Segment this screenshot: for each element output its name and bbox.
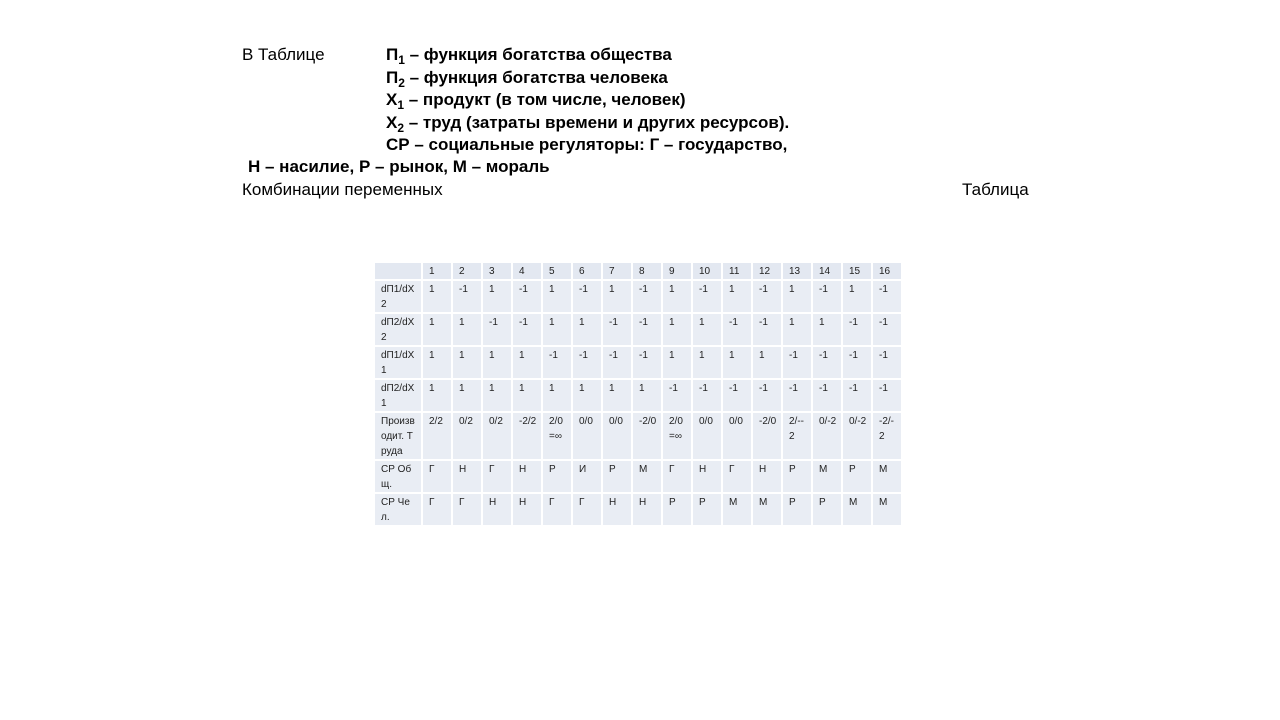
table-cell: -1: [512, 313, 542, 346]
table-cell: -1: [482, 313, 512, 346]
table-cell: М: [812, 460, 842, 493]
table-cell: 1: [482, 280, 512, 313]
table-cell: -1: [692, 280, 722, 313]
table-row: [374, 412, 902, 460]
table-cell: 1: [692, 346, 722, 379]
table-cell: -1: [872, 313, 902, 346]
table-cell: Г: [482, 460, 512, 493]
table-cell: М: [842, 493, 872, 526]
table-cell: -1: [752, 379, 782, 412]
table-cell: Н: [452, 460, 482, 493]
table-cell: 0/0: [722, 412, 752, 460]
table-row: [374, 493, 902, 526]
p1-description: – функция богатства общества: [404, 45, 672, 64]
table-cell: 1: [722, 346, 752, 379]
table-cell: -1: [572, 346, 602, 379]
table-cell: 1: [422, 280, 452, 313]
table-cell: -1: [872, 346, 902, 379]
column-header: 13: [782, 262, 812, 280]
table-cell: 1: [842, 280, 872, 313]
table-cell: 0/0: [572, 412, 602, 460]
table-row: [374, 379, 902, 412]
table-cell: Н: [692, 460, 722, 493]
table-cell: Р: [602, 460, 632, 493]
table-cell: -1: [542, 346, 572, 379]
legend-x2: [386, 113, 789, 133]
table-cell: -2/-2: [872, 412, 902, 460]
table-row: [374, 346, 902, 379]
column-header: 11: [722, 262, 752, 280]
p2-symbol: П: [386, 68, 399, 87]
table-cell: 1: [542, 280, 572, 313]
table-cell: М: [632, 460, 662, 493]
table-cell: 1: [812, 313, 842, 346]
column-header: 9: [662, 262, 692, 280]
table-cell: 1: [422, 379, 452, 412]
header-corner: [374, 262, 422, 280]
table-cell: Н: [632, 493, 662, 526]
legend-x1: [386, 90, 686, 110]
legend-nrm: [248, 157, 550, 177]
table-cell: 2/2: [422, 412, 452, 460]
column-header: 14: [812, 262, 842, 280]
row-label: dП1/dХ1: [374, 346, 422, 379]
table-cell: 2/0=∞: [542, 412, 572, 460]
table-cell: 1: [782, 313, 812, 346]
table-cell: 1: [452, 346, 482, 379]
row-label: СР Общ.: [374, 460, 422, 493]
table-cell: -1: [752, 313, 782, 346]
table-cell: -2/2: [512, 412, 542, 460]
table-cell: Н: [602, 493, 632, 526]
legend-p1: [386, 45, 672, 65]
legend-p2: [386, 68, 668, 88]
table-cell: -1: [782, 379, 812, 412]
column-header: 5: [542, 262, 572, 280]
p2-description: – функция богатства человека: [404, 68, 668, 87]
table-cell: -1: [632, 280, 662, 313]
table-cell: Р: [812, 493, 842, 526]
table-cell: -1: [842, 313, 872, 346]
table-cell: 1: [602, 379, 632, 412]
table-cell: Н: [512, 493, 542, 526]
table-cell: -1: [602, 313, 632, 346]
table-cell: 0/-2: [842, 412, 872, 460]
column-header: 15: [842, 262, 872, 280]
table-cell: 1: [602, 280, 632, 313]
column-header: 6: [572, 262, 602, 280]
table-cell: 0/0: [692, 412, 722, 460]
column-header: 8: [632, 262, 662, 280]
table-cell: Г: [572, 493, 602, 526]
table-cell: 1: [542, 313, 572, 346]
x1-subscript: 1: [397, 98, 405, 112]
table-cell: 1: [662, 313, 692, 346]
column-header: 12: [752, 262, 782, 280]
table-cell: 1: [482, 346, 512, 379]
table-cell: -1: [692, 379, 722, 412]
table-cell: -1: [812, 346, 842, 379]
table-cell: 0/0: [602, 412, 632, 460]
table-cell: -1: [452, 280, 482, 313]
table-cell: 0/2: [452, 412, 482, 460]
table-cell: -1: [782, 346, 812, 379]
legend-intro: [242, 45, 325, 65]
table-cell: -1: [662, 379, 692, 412]
table-cell: 1: [692, 313, 722, 346]
table-cell: Г: [662, 460, 692, 493]
table-label-text: Таблица: [962, 180, 1029, 199]
table-cell: 1: [422, 346, 452, 379]
row-label: Производит. Труда: [374, 412, 422, 460]
table-cell: Р: [842, 460, 872, 493]
table-cell: -1: [722, 313, 752, 346]
table-cell: 1: [512, 346, 542, 379]
table-cell: -1: [872, 379, 902, 412]
column-header: 7: [602, 262, 632, 280]
p1-subscript: 1: [398, 53, 405, 67]
legend-sr: [386, 135, 787, 155]
table-cell: Р: [782, 493, 812, 526]
table-cell: -1: [752, 280, 782, 313]
table-cell: 1: [572, 379, 602, 412]
table-cell: 2/0=∞: [662, 412, 692, 460]
table-cell: 1: [632, 379, 662, 412]
table-cell: М: [872, 460, 902, 493]
x1-symbol: Х: [386, 90, 398, 109]
table-caption: [962, 180, 1029, 200]
table-cell: -1: [632, 313, 662, 346]
table-cell: 1: [782, 280, 812, 313]
column-header: 1: [422, 262, 452, 280]
row-label: СР Чел.: [374, 493, 422, 526]
table-cell: -1: [632, 346, 662, 379]
table-cell: 1: [752, 346, 782, 379]
table-cell: М: [752, 493, 782, 526]
table-cell: 1: [422, 313, 452, 346]
table-cell: -2/0: [632, 412, 662, 460]
combinations-caption: [242, 180, 443, 200]
table-cell: -1: [602, 346, 632, 379]
nrm-description: Н – насилие, Р – рынок, М – мораль: [248, 157, 550, 176]
sr-description: СР – социальные регуляторы: Г – государство,: [386, 135, 788, 154]
table-cell: 1: [662, 346, 692, 379]
table-cell: Г: [422, 493, 452, 526]
column-header: 16: [872, 262, 902, 280]
table-cell: Р: [662, 493, 692, 526]
table-cell: Г: [722, 460, 752, 493]
table-cell: Н: [752, 460, 782, 493]
column-header: 4: [512, 262, 542, 280]
table-cell: М: [872, 493, 902, 526]
table-cell: Г: [422, 460, 452, 493]
p2-subscript: 2: [398, 76, 405, 90]
row-label: dП1/dХ2: [374, 280, 422, 313]
table-cell: -1: [572, 280, 602, 313]
table-cell: 1: [662, 280, 692, 313]
table-cell: Р: [542, 460, 572, 493]
table-cell: И: [572, 460, 602, 493]
p1-symbol: П: [386, 45, 399, 64]
table-row: [374, 313, 902, 346]
table-cell: -1: [812, 379, 842, 412]
table-cell: Р: [692, 493, 722, 526]
table-cell: Н: [512, 460, 542, 493]
table-cell: 1: [572, 313, 602, 346]
table-cell: -1: [722, 379, 752, 412]
table-cell: -1: [872, 280, 902, 313]
legend-intro-text: В Таблице: [242, 45, 325, 64]
table-cell: -1: [512, 280, 542, 313]
combinations-text: Комбинации переменных: [242, 180, 443, 199]
table-cell: -2/0: [752, 412, 782, 460]
table-row: [374, 280, 902, 313]
table-cell: Г: [542, 493, 572, 526]
x2-subscript: 2: [397, 121, 405, 135]
column-header: 2: [452, 262, 482, 280]
table-cell: 1: [512, 379, 542, 412]
table-cell: 1: [542, 379, 572, 412]
row-label: dП2/dХ1: [374, 379, 422, 412]
table-cell: 2/--2: [782, 412, 812, 460]
table-header-row: [374, 262, 902, 280]
table-cell: 1: [722, 280, 752, 313]
table-cell: 1: [482, 379, 512, 412]
column-header: 3: [482, 262, 512, 280]
table-cell: Р: [782, 460, 812, 493]
table-cell: М: [722, 493, 752, 526]
table-cell: 1: [452, 313, 482, 346]
x2-symbol: Х: [386, 113, 398, 132]
variables-table: [374, 262, 902, 526]
x2-description: – труд (затраты времени и других ресурсов).: [404, 113, 790, 132]
table-cell: 0/-2: [812, 412, 842, 460]
column-header: 10: [692, 262, 722, 280]
table-cell: 0/2: [482, 412, 512, 460]
table-cell: -1: [842, 379, 872, 412]
table-cell: -1: [812, 280, 842, 313]
table-cell: 1: [452, 379, 482, 412]
table-cell: Н: [482, 493, 512, 526]
table-row: [374, 460, 902, 493]
table-cell: Г: [452, 493, 482, 526]
table-cell: -1: [842, 346, 872, 379]
x1-description: – продукт (в том числе, человек): [404, 90, 686, 109]
row-label: dП2/dХ2: [374, 313, 422, 346]
